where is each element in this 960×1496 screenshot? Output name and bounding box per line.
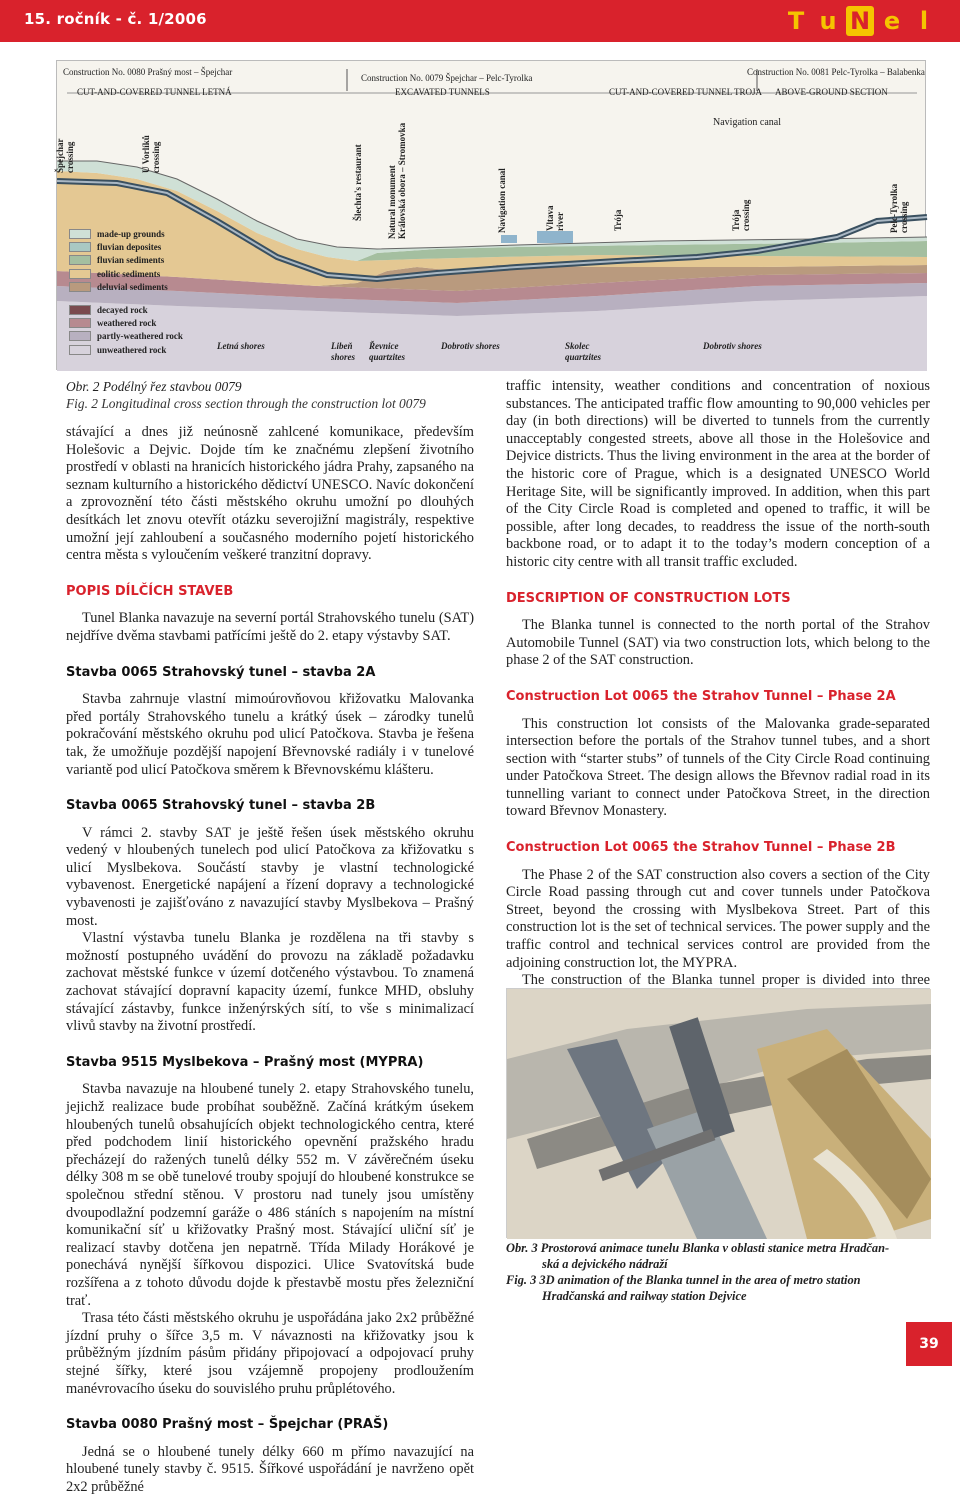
section-troja: CUT-AND-COVERED TUNNEL TROJA <box>609 87 762 97</box>
shore-dobrotiv-1: Dobrotiv shores <box>441 341 500 351</box>
paragraph: Vlastní výstavba tunelu Blanka je rozdělena na tři stavby s možností postupného uvádění do provozu na základě požadavku zachovat městské funkce v území dotčeného výstavbou. To znamená zachovat stávající dopravní kapacity území, funkce MHD, obsluhy stávající zástavby, funkce inženýrských sítí, to vše s minimalizací vlivů stavby na životní prostředí. <box>66 930 474 1035</box>
logo-letter: N <box>846 6 874 36</box>
legend-item: fluvian sediments <box>69 254 168 267</box>
heading-lot-2a: Construction Lot 0065 the Strahov Tunnel – Phase 2A <box>506 688 896 704</box>
legend-swatch <box>69 269 91 279</box>
legend-item: decayed rock <box>69 303 183 316</box>
heading-stavba-0080: Stavba 0080 Prašný most – Špejchar (PRAŠ) <box>66 1417 389 1433</box>
legend-swatch <box>69 255 91 265</box>
shore-skolec: Skolec quartzites <box>565 341 602 362</box>
longitudinal-section-figure <box>56 60 926 370</box>
navigation-canal <box>501 235 517 243</box>
legend-swatch <box>69 305 91 315</box>
animation-drawing <box>507 989 931 1239</box>
legend-swatch <box>69 282 91 292</box>
paragraph: Tunel Blanka navazuje na severní portál Strahovského tunelu (SAT) nejdříve dvěma stavbami patřícími ještě do 2. etapy výstavby SAT. <box>66 610 474 644</box>
caption-cz-line: ská a dejvického nádraží <box>542 1257 668 1271</box>
page-number: 39 <box>906 1322 952 1366</box>
legend-swatch <box>69 242 91 252</box>
issue-title: 15. ročník - č. 1/2006 <box>24 10 207 28</box>
lot-0081-label: Construction No. 0081 Pelc-Tyrolka – Balabenka <box>747 67 925 77</box>
legend-swatch <box>69 331 91 341</box>
logo-letter: u <box>819 7 837 35</box>
caption-cz-line: Obr. 3 Prostorová animace tunelu Blanka v oblasti stanice metra Hradčan- <box>506 1241 890 1255</box>
tunnel-3d-animation-image <box>506 988 930 1238</box>
heading-popis: POPIS DÍLČÍCH STAVEB <box>66 583 234 599</box>
legend-item: made-up grounds <box>69 227 168 240</box>
paragraph: The Blanka tunnel is connected to the north portal of the Strahov Automobile Tunnel (SAT) via two construction lots, which belong to the phase 2 of the SAT construction. <box>506 617 930 669</box>
label-pelc-tyrolka: Pelc-Tyrolka crossing <box>889 183 909 233</box>
heading-description: DESCRIPTION OF CONSTRUCTION LOTS <box>506 590 791 606</box>
paragraph: The construction of the Blanka tunnel proper is divided into three <box>522 972 930 989</box>
label-slechta: Šlechta's restaurant <box>353 144 363 221</box>
paragraph: Trasa této části městského okruhu je uspořádána jako 2x2 průběžné jízdní pruhy o šířce 3,5 m. V návaznosti na křižovatky jsou k průběžným jízdním pásům přidány připojovací a odpojovací pruhy stejné šířky, které jsou vzájemně propojeny prodloužením manévrovacího úseku do souvislého pruhu průplétového. <box>66 1310 474 1397</box>
paragraph: This construction lot consists of the Malovanka grade-separated intersection before the portals of the Strahov tunnel tubes, and a short section with “starter stubs” of tunnels of the City Circle Road continuing under Patočkova Street. The design allows the Břevnov radial road in its tunnelling variant to connect under Patočkova Street, in the direction toward Břevnov Monastery. <box>506 715 930 820</box>
shore-letna: Letná shores <box>217 341 265 351</box>
navigation-canal-label: Navigation canal <box>713 117 782 128</box>
caption-en-line: Hradčanská and railway station Dejvice <box>542 1289 747 1303</box>
legend-swatch <box>69 318 91 328</box>
heading-stavba-2b: Stavba 0065 Strahovský tunel – stavba 2B <box>66 798 376 814</box>
logo-letter: e <box>883 7 901 35</box>
paragraph: The Phase 2 of the SAT construction also covers a section of the City Circle Road passing through cut and cover tunnels under Patočkova Street, beyond the crossing with Myslbekova Street. Part of this construction lot is the set of technical services. The power supply and the traffic control and technical services control are provided from the adjoining construction lot, the MYPRA. <box>506 866 930 971</box>
section-above-ground: ABOVE-GROUND SECTION <box>775 87 888 97</box>
page-header <box>0 0 960 42</box>
caption-en-line: Fig. 3 3D animation of the Blanka tunnel in the area of metro station <box>506 1273 861 1287</box>
label-navigation-canal: Navigation canal <box>497 168 507 233</box>
legend-soils <box>69 227 168 294</box>
legend-item: deluvial sediments <box>69 281 168 294</box>
label-u-vorliku: U Vorlíků crossing <box>141 135 161 173</box>
logo-letter: l <box>919 7 929 35</box>
legend-rocks <box>69 303 183 357</box>
label-troja-crossing: Trója crossing <box>731 199 751 231</box>
legend-swatch <box>69 345 91 355</box>
paragraph: Stavba navazuje na hloubené tunely 2. etapy Strahovského tunelu, jejichž realizace bude probíhat souběžně. Začíná krátkým úsekem hloubených tunelů obsahujících objekt technologického centra, které před podchodem linií historického opevnění pražského hradu přecházejí do ražených tunelů délky 552 m. V závěrečném úseku délky 308 m se obě tunelové trouby spojují do hloubené konstrukce se společnou střední stěnou. V prostoru nad tunely jsou umístěny dvoupodlažní podzemní garáže o 486 stáních s napojením na místní komunikační síť u křižovatky Prašný most. Stávající uliční síť je realizací stavby dotčena jen nepatrně. Třída Milady Horákové je ponechává nynější šířkovou dispozici. Ulice Svatovítská bude rozšířena a z tohoto důvodu dojde k přestavbě mostu přes železniční trať. <box>66 1081 474 1309</box>
paragraph: traffic intensity, weather conditions and concentration of noxious substances. The anticipated traffic flow amounting to 90,000 vehicles per day (in both directions) will be diverted to tunnels from the currently unacceptably congested streets, above all those in the Holešovice and Dejvice districts. Thus the living environment in the area at the border of the historic core of Prague, which is a designated UNESCO World Heritage Site, will be significantly improved. In addition, when this part of the City Circle Road is completed and opened to traffic, it will be possible, after long decades, to readdress the issue of the north-south backbone road, or to adapt it to the today’s modern conception of a historic city centre with all transit traffic excluded. <box>506 378 930 570</box>
paragraph: V rámci 2. stavby SAT je ještě řešen úsek městského okruhu vedený v hloubených tunelech pod ulicí Patočkova za křižovatku s ulicí Myslbekova. Součástí stavby je vlastní technologické vybavenost. Energetické napájení a řízení dopravy a technologické vybavenosti je zajišťováno z navazující stavby Myslbekova – Prašný most. <box>66 824 474 929</box>
legend-item: unweathered rock <box>69 343 183 356</box>
left-column-czech <box>66 424 474 1496</box>
legend-item: partly-weathered rock <box>69 330 183 343</box>
heading-lot-2b: Construction Lot 0065 the Strahov Tunnel – Phase 2B <box>506 840 896 856</box>
right-column-english <box>506 378 930 1007</box>
legend-item: eolitic sediments <box>69 267 168 280</box>
figure-2-caption <box>66 378 486 412</box>
label-vltava: Vltava river <box>545 205 565 231</box>
figure-3-caption <box>506 1240 930 1304</box>
heading-stavba-9515: Stavba 9515 Myslbekova – Prašný most (MYPRA) <box>66 1054 424 1070</box>
tunel-logo <box>782 6 938 36</box>
legend-item: weathered rock <box>69 316 183 329</box>
lot-0080-label: Construction No. 0080 Prašný most – Špejchar <box>63 67 233 77</box>
paragraph: Stavba zahrnuje vlastní mimoúrovňovou křižovatku Malovanka před portály Strahovského tunelu a krátký úsek – zárodky tunelů pokračování městského okruhu pod ulicí Patočkova. Stavba je řešena tak, že umožňuje pozdější napojení Břevnovské radiály i v tunelové variantě pod ulicí Patočkova směrem k Břevnovskému klášteru. <box>66 691 474 778</box>
section-excavated: EXCAVATED TUNNELS <box>395 87 490 97</box>
section-drawing <box>57 61 927 371</box>
caption-cz: Obr. 2 Podélný řez stavbou 0079 <box>66 379 242 394</box>
section-letna: CUT-AND-COVERED TUNNEL LETNÁ <box>77 87 232 97</box>
shore-revnice: Řevnice quartzites <box>369 341 406 362</box>
label-natural-monument: Natural monument Královská obora – Stromovka <box>387 122 407 239</box>
lot-0079-label: Construction No. 0079 Špejchar – Pelc-Tyrolka <box>361 73 533 83</box>
caption-en: Fig. 2 Longitudinal cross section through the construction lot 0079 <box>66 396 426 411</box>
logo-letter: T <box>787 7 805 35</box>
shore-liben: Libeň shores <box>331 341 356 362</box>
legend-item: fluvian deposites <box>69 240 168 253</box>
shore-dobrotiv-2: Dobrotiv shores <box>703 341 762 351</box>
label-spejchar: Špejchar crossing <box>55 138 75 173</box>
heading-stavba-2a: Stavba 0065 Strahovský tunel – stavba 2A <box>66 664 376 680</box>
label-troja: Trója <box>613 209 623 231</box>
paragraph: stávající a dnes již neúnosně zahlcené komunikace, především Holešovic a Dejvic. Dojde tím ke značnému zlepšení životního prostředí v oblasti na hranicích historického jádra Prahy, zapsaného na seznam kulturního a historického dědictví UNESCO. Navíc dokončení a zprovoznění této části městského okruhu umožní po dlouhých desítkách let znovu otevřít otázku severojižní magistrály, respektive umožní její zahloubení a současného moderního pojetí historického centra města s vyloučením veškeré tranzitní dopravy. <box>66 424 474 564</box>
vltava-river <box>537 231 573 243</box>
paragraph: Jedná se o hloubené tunely délky 660 m přímo navazující na hloubené tunely stavby č. 9515. Šířkové uspořádání je navrženo opět 2x2 průběžné <box>66 1443 474 1495</box>
legend-swatch <box>69 229 91 239</box>
